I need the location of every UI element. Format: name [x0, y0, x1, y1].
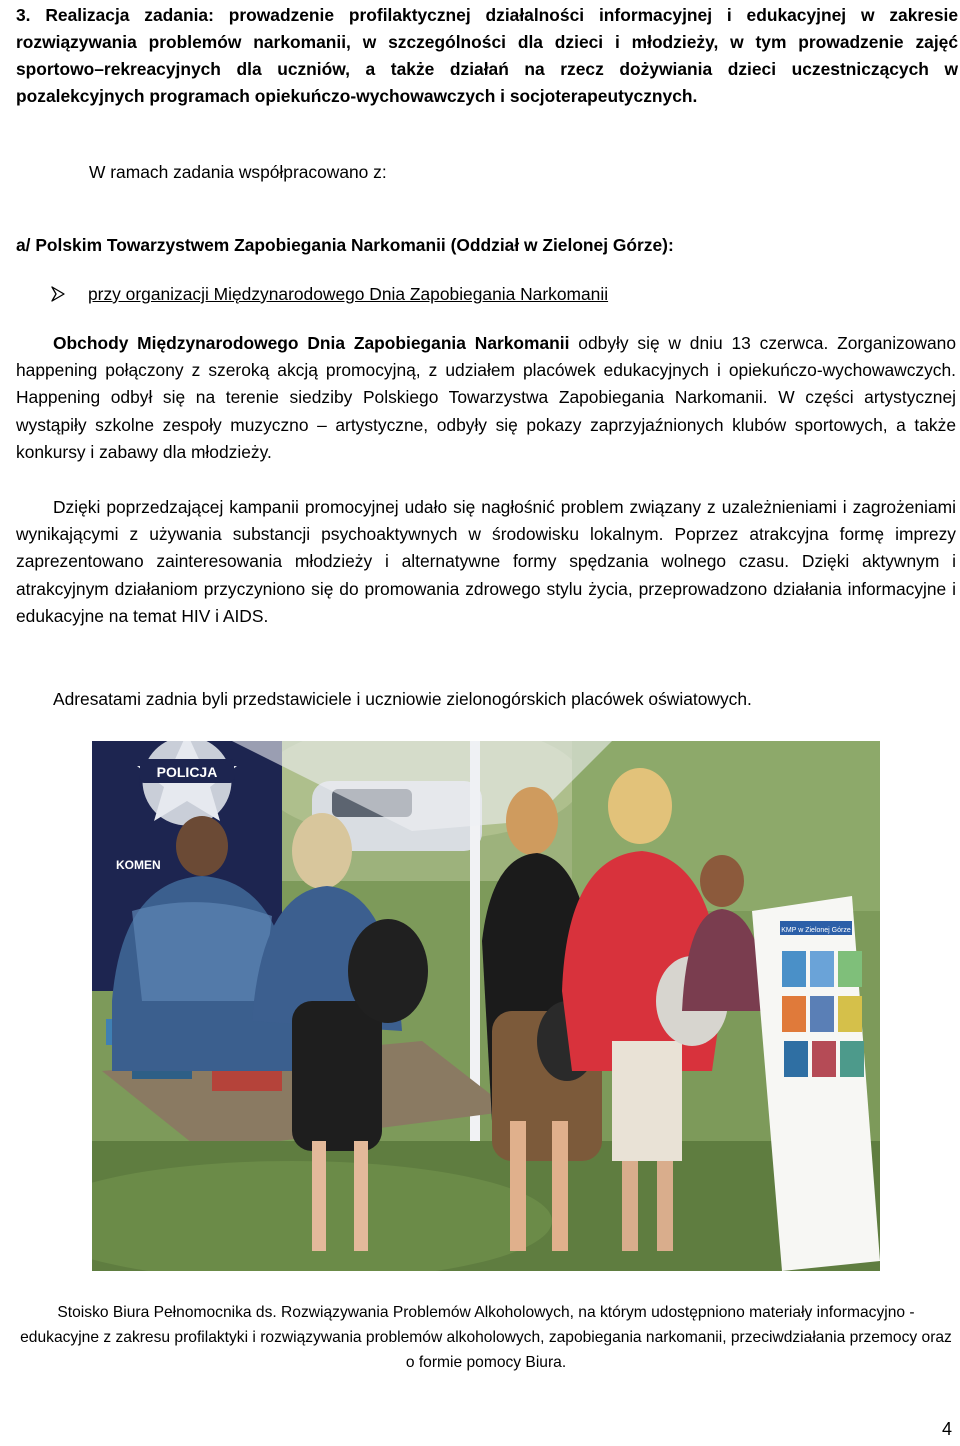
- event-photo-illustration: [92, 741, 880, 1271]
- arrowhead-bullet-icon: [50, 286, 66, 302]
- paragraph-observance: [16, 330, 956, 466]
- paragraph-campaign: [16, 494, 956, 630]
- photo-caption: Stoisko Biura Pełnomocnika ds. Rozwiązywania Problemów Alkoholowych, na którym udostępniono materiały informacyjno - edukacyjne z zakresu profilaktyki i rozwiązywania problemów alkoholowych, zapobiegania narkomanii, przeciwdziałania przemocy oraz o formie pomocy Biura.: [20, 1304, 952, 1371]
- bullet-text: przy organizacji Międzynarodowego Dnia Zapobiegania Narkomanii: [88, 284, 609, 304]
- paragraph-addressees: Adresatami zadnia byli przedstawiciele i uczniowie zielonogórskich placówek oświatowych.: [53, 689, 752, 709]
- page-number: 4: [941, 1419, 952, 1439]
- bullet-item: [50, 280, 608, 308]
- event-photo: [92, 741, 880, 1271]
- stand-header-text: KMP w Zielonej Górze: [781, 927, 851, 934]
- cooperation-intro: W ramach zadania współpracowano z:: [89, 162, 387, 182]
- campaign-body: Dzięki poprzedzającej kampanii promocyjnej udało się nagłośnić problem związany z uzależnieniami i zagrożeniami wynikającymi z używania substancji psychoaktywnych w środowisku lokalnym. Poprzez atrakcyjna formę imprezy zaprezentowano zainteresowania młodzieży i alternatywne formy spędzania wolnego czasu. Dzięki aktywnym i atrakcyjnym działaniom przyczyniono się do promowania zdrowego stylu życia, przeprowadzono działania informacyjne i edukacyjne na temat HIV i AIDS.: [16, 497, 956, 626]
- police-banner-subtext: KOMEN: [116, 858, 161, 872]
- observance-title: Obchody Międzynarodowego Dnia Zapobiegania Narkomanii: [53, 333, 570, 353]
- partner-heading: a/ Polskim Towarzystwem Zapobiegania Narkomanii (Oddział w Zielonej Górze):: [16, 235, 674, 255]
- police-banner-text: POLICJA: [156, 764, 218, 780]
- observance-body: odbyły się w dniu 13 czerwca. Zorganizowano happening połączony z szeroką akcją promocyjną, z udziałem placówek edukacyjnych i opiekuńczo-wychowawczych. Happening odbył się na terenie siedziby Polskiego Towarzystwa Zapobiegania Narkomanii. W części artystycznej wystąpiły szkolne zespoły muzyczno – artystyczne, odbyły się pokazy zaprzyjaźnionych klubów sportowych, a także konkursy i zabawy dla młodzieży.: [16, 333, 956, 462]
- section-heading: 3. Realizacja zadania: prowadzenie profilaktycznej działalności informacyjnej i edukacyjnej w zakresie rozwiązywania problemów narkomanii, w szczególności dla dzieci i młodzieży, w tym prowadzenie zajęć sportowo–rekreacyjnych dla uczniów, a także działań na rzecz dożywiania dzieci uczestniczących w pozalekcyjnych programach opiekuńczo-wychowawczych i socjoterapeutycznych.: [16, 5, 958, 106]
